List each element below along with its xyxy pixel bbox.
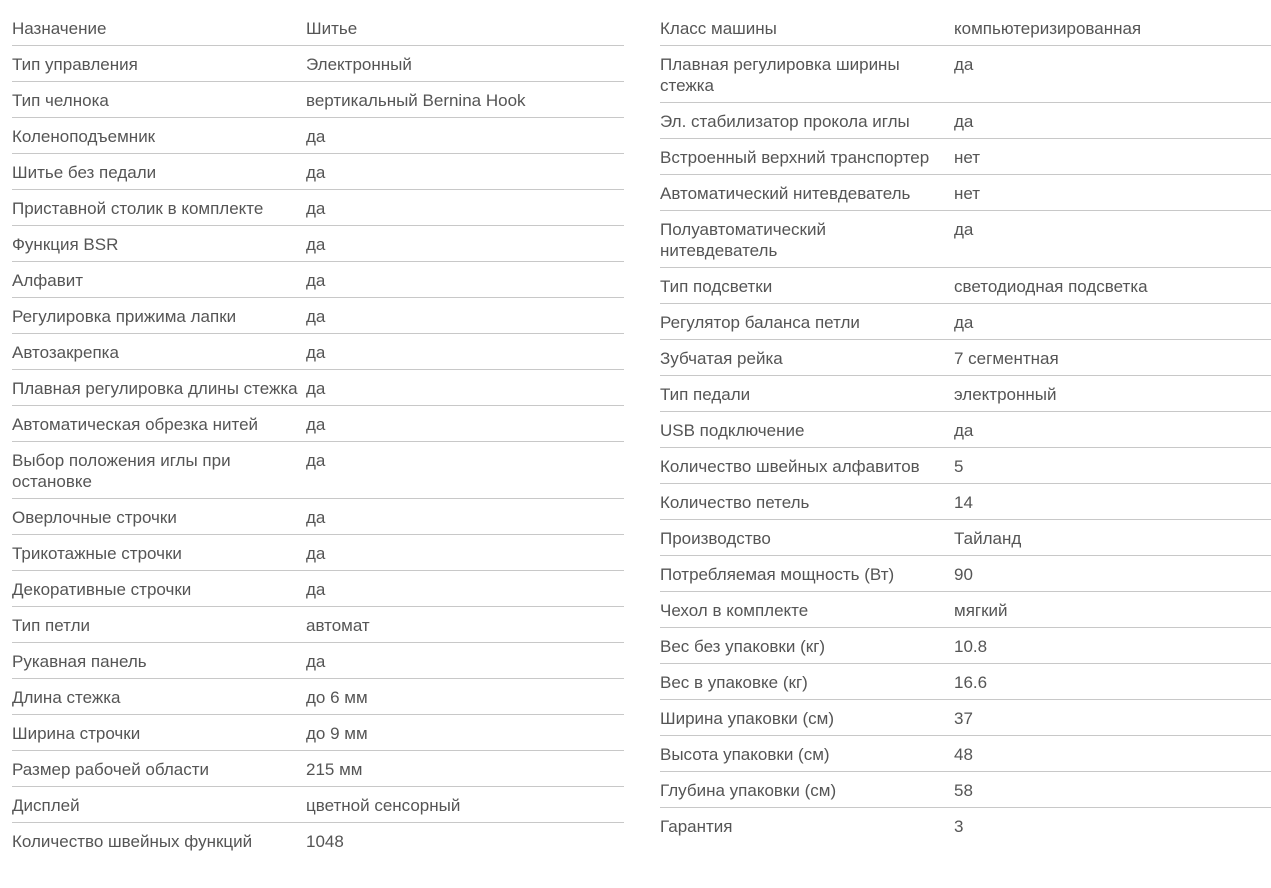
spec-row (12, 643, 624, 679)
spec-value: Тайланд (954, 529, 1022, 548)
spec-key: Количество швейных алфавитов (660, 457, 920, 476)
spec-key: Гарантия (660, 817, 733, 836)
spec-value: 10.8 (954, 637, 988, 656)
spec-row (12, 190, 624, 226)
spec-row (12, 46, 624, 82)
spec-value: Электронный (306, 55, 412, 74)
spec-row (660, 376, 1271, 412)
spec-key: Ширина строчки (12, 724, 141, 743)
spec-key: Трикотажные строчки (12, 544, 182, 563)
spec-key: Зубчатая рейка (660, 349, 783, 368)
spec-key: Вес без упаковки (кг) (660, 637, 826, 656)
spec-key: Глубина упаковки (см) (660, 781, 837, 800)
spec-key: Размер рабочей области (12, 760, 209, 779)
spec-row (660, 304, 1271, 340)
spec-key: Потребляемая мощность (Вт) (660, 565, 895, 584)
spec-row (660, 412, 1271, 448)
spec-row (12, 226, 624, 262)
spec-value: автомат (306, 616, 370, 635)
spec-key: Плавная регулировка длины стежка (12, 379, 298, 398)
spec-row (12, 10, 624, 46)
spec-row (12, 823, 624, 858)
spec-value: 215 мм (306, 760, 363, 779)
spec-key: Выбор положения иглы при остановке (12, 451, 231, 491)
spec-value: Шитье (306, 19, 358, 38)
spec-key: Тип подсветки (660, 277, 773, 296)
spec-row (12, 262, 624, 298)
spec-value: 1048 (306, 832, 344, 851)
spec-value: 48 (954, 745, 973, 764)
spec-value: электронный (954, 385, 1057, 404)
spec-value: да (954, 421, 974, 440)
spec-key: Встроенный верхний транспортер (660, 148, 930, 167)
spec-key: Декоративные строчки (12, 580, 192, 599)
spec-value: да (306, 163, 326, 182)
spec-value: да (954, 112, 974, 131)
spec-row (12, 370, 624, 406)
spec-value: 7 сегментная (954, 349, 1059, 368)
spec-value: до 9 мм (306, 724, 368, 743)
spec-key: Тип челнока (12, 91, 109, 110)
spec-value: до 6 мм (306, 688, 368, 707)
spec-row (12, 715, 624, 751)
spec-value: да (954, 55, 974, 74)
spec-value: компьютеризированная (954, 19, 1142, 38)
spec-value: 14 (954, 493, 973, 512)
spec-row (12, 787, 624, 823)
spec-value: да (306, 199, 326, 218)
spec-row (660, 268, 1271, 304)
spec-key: Тип петли (12, 616, 90, 635)
spec-value: да (306, 307, 326, 326)
spec-key: Длина стежка (12, 688, 121, 707)
specs-left-column (0, 10, 624, 858)
spec-value: 90 (954, 565, 973, 584)
spec-key: Коленоподъемник (12, 127, 156, 146)
spec-key: Эл. стабилизатор прокола иглы (660, 112, 910, 131)
spec-value: нет (954, 184, 981, 203)
spec-row (660, 211, 1271, 268)
spec-row (12, 442, 624, 499)
spec-row (660, 736, 1271, 772)
spec-row (660, 340, 1271, 376)
spec-key: Шитье без педали (12, 163, 157, 182)
spec-row (12, 154, 624, 190)
spec-value: да (306, 580, 326, 599)
spec-row (660, 520, 1271, 556)
spec-key: Рукавная панель (12, 652, 147, 671)
spec-value: мягкий (954, 601, 1008, 620)
spec-row (12, 535, 624, 571)
spec-key: Вес в упаковке (кг) (660, 673, 808, 692)
spec-value: да (306, 271, 326, 290)
spec-key: Ширина упаковки (см) (660, 709, 835, 728)
spec-key: Регулировка прижима лапки (12, 307, 237, 326)
spec-row (660, 175, 1271, 211)
spec-value: да (306, 451, 326, 470)
spec-key: Высота упаковки (см) (660, 745, 830, 764)
spec-row (12, 118, 624, 154)
spec-key: Плавная регулировка ширины стежка (660, 55, 900, 95)
spec-row (660, 484, 1271, 520)
spec-row (660, 556, 1271, 592)
spec-key: Назначение (12, 19, 107, 38)
spec-key: Функция BSR (12, 235, 119, 254)
spec-value: да (306, 127, 326, 146)
spec-key: Приставной столик в комплекте (12, 199, 264, 218)
spec-value: светодиодная подсветка (954, 277, 1148, 296)
spec-value: цветной сенсорный (306, 796, 461, 815)
spec-row (660, 10, 1271, 46)
spec-row (660, 103, 1271, 139)
spec-value: да (306, 544, 326, 563)
specs-right-column (660, 10, 1271, 858)
spec-value: нет (954, 148, 981, 167)
spec-key: Автоматическая обрезка нитей (12, 415, 259, 434)
spec-key: Регулятор баланса петли (660, 313, 860, 332)
spec-row (660, 808, 1271, 843)
spec-value: да (306, 652, 326, 671)
spec-key: Дисплей (12, 796, 80, 815)
spec-value: 37 (954, 709, 973, 728)
spec-key: Автозакрепка (12, 343, 119, 362)
spec-value: 16.6 (954, 673, 988, 692)
spec-key: Оверлочные строчки (12, 508, 177, 527)
spec-value: да (306, 379, 326, 398)
spec-value: да (306, 508, 326, 527)
spec-value: да (306, 343, 326, 362)
spec-row (12, 499, 624, 535)
spec-row (660, 592, 1271, 628)
spec-row (12, 607, 624, 643)
spec-value: вертикальный Bernina Hook (306, 91, 526, 110)
spec-row (12, 82, 624, 118)
spec-key: Автоматический нитевдеватель (660, 184, 911, 203)
spec-row (12, 751, 624, 787)
spec-key: Тип управления (12, 55, 138, 74)
spec-row (660, 46, 1271, 103)
spec-row (660, 700, 1271, 736)
spec-row (660, 772, 1271, 808)
spec-key: Количество швейных функций (12, 832, 253, 851)
spec-value: да (954, 313, 974, 332)
spec-key: Производство (660, 529, 771, 548)
spec-row (660, 139, 1271, 175)
spec-value: да (954, 220, 974, 239)
spec-row (660, 448, 1271, 484)
spec-key: Класс машины (660, 19, 777, 38)
spec-value: да (306, 415, 326, 434)
spec-row (12, 679, 624, 715)
spec-key: Количество петель (660, 493, 810, 512)
spec-row (12, 571, 624, 607)
spec-row (660, 664, 1271, 700)
spec-key: Полуавтоматический нитевдеватель (660, 220, 826, 260)
spec-row (12, 298, 624, 334)
spec-key: Алфавит (12, 271, 84, 290)
spec-row (660, 628, 1271, 664)
spec-value: 3 (954, 817, 964, 836)
spec-key: USB подключение (660, 421, 805, 440)
spec-value: 58 (954, 781, 973, 800)
spec-key: Чехол в комплекте (660, 601, 809, 620)
spec-value: 5 (954, 457, 964, 476)
spec-row (12, 406, 624, 442)
spec-key: Тип педали (660, 385, 751, 404)
spec-row (12, 334, 624, 370)
spec-value: да (306, 235, 326, 254)
